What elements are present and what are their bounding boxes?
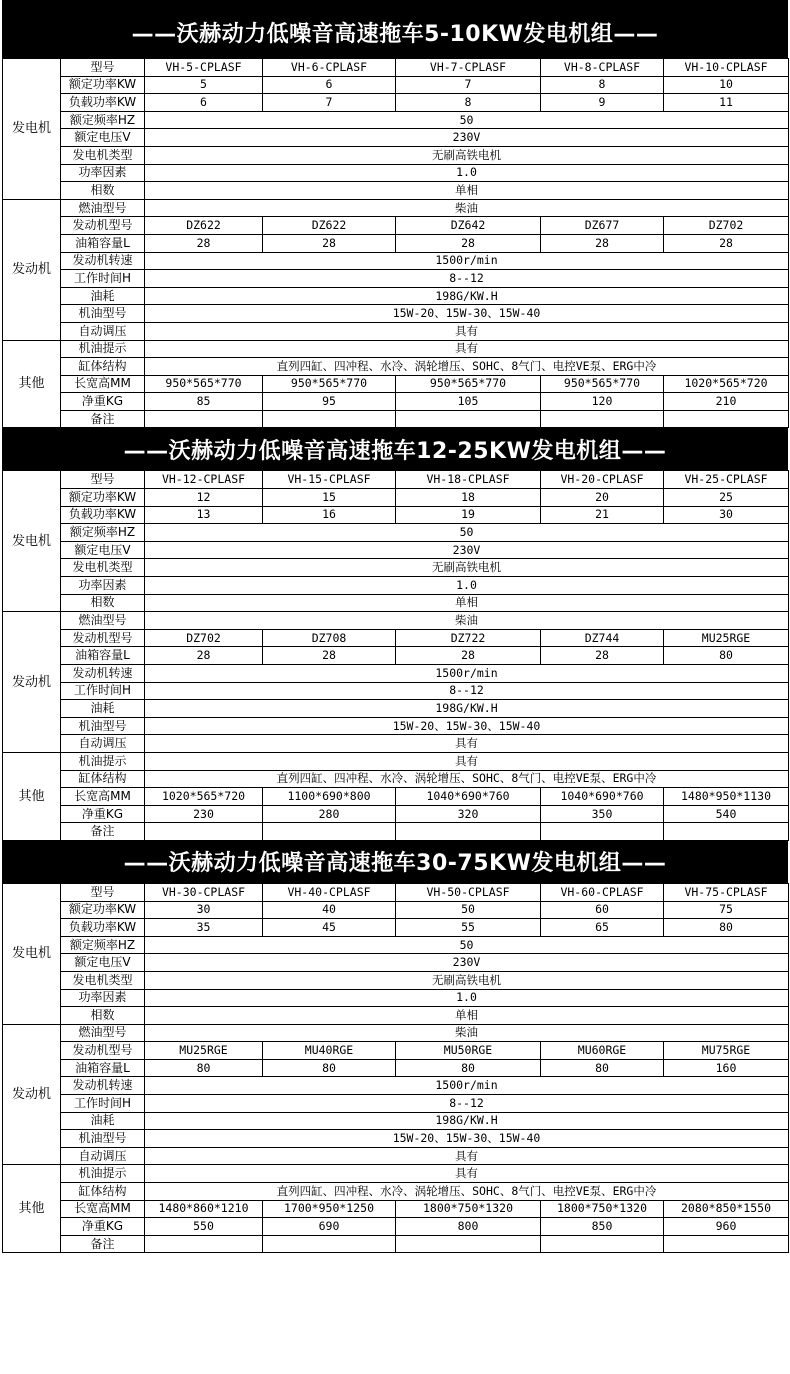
row-label: 长宽高MM bbox=[61, 1200, 145, 1218]
cell: 13 bbox=[145, 506, 263, 524]
cell: 950*565*770 bbox=[396, 375, 541, 393]
cell: 单相 bbox=[145, 1007, 789, 1025]
cell: 21 bbox=[541, 506, 664, 524]
cell: 230V bbox=[145, 129, 789, 147]
row-label: 发动机型号 bbox=[61, 217, 145, 235]
cell: 1020*565*720 bbox=[145, 788, 263, 806]
cell: 8--12 bbox=[145, 1095, 789, 1113]
cell: 210 bbox=[664, 393, 789, 411]
cell: VH-60-CPLASF bbox=[541, 883, 664, 901]
cell: 1.0 bbox=[145, 577, 789, 595]
cell: 28 bbox=[541, 234, 664, 252]
section-title: ——沃赫动力低噪音高速拖车12-25KW发电机组—— bbox=[2, 428, 788, 470]
cell bbox=[145, 1235, 263, 1253]
cell: 50 bbox=[145, 524, 789, 542]
cell: 具有 bbox=[145, 322, 789, 340]
group-label: 发电机 bbox=[3, 471, 61, 612]
row-label: 油耗 bbox=[61, 287, 145, 305]
row-label: 额定电压V bbox=[61, 954, 145, 972]
group-label: 发动机 bbox=[3, 1024, 61, 1165]
cell: 105 bbox=[396, 393, 541, 411]
cell: VH-5-CPLASF bbox=[145, 59, 263, 77]
cell: 单相 bbox=[145, 182, 789, 200]
cell: VH-6-CPLASF bbox=[263, 59, 396, 77]
row-label: 发动机转速 bbox=[61, 252, 145, 270]
row-label: 型号 bbox=[61, 59, 145, 77]
section-title: ——沃赫动力低噪音高速拖车30-75KW发电机组—— bbox=[2, 841, 788, 883]
cell: 320 bbox=[396, 805, 541, 823]
row-label: 发电机类型 bbox=[61, 971, 145, 989]
cell: VH-30-CPLASF bbox=[145, 883, 263, 901]
cell: 具有 bbox=[145, 340, 789, 358]
cell: DZ677 bbox=[541, 217, 664, 235]
cell: VH-12-CPLASF bbox=[145, 471, 263, 489]
row-label: 发电机类型 bbox=[61, 146, 145, 164]
cell: 单相 bbox=[145, 594, 789, 612]
cell: 19 bbox=[396, 506, 541, 524]
cell: 28 bbox=[263, 234, 396, 252]
cell: 具有 bbox=[145, 1165, 789, 1183]
cell: 28 bbox=[263, 647, 396, 665]
cell: 28 bbox=[396, 234, 541, 252]
cell bbox=[664, 823, 789, 841]
row-label: 长宽高MM bbox=[61, 375, 145, 393]
cell: 1800*750*1320 bbox=[541, 1200, 664, 1218]
row-label: 相数 bbox=[61, 182, 145, 200]
cell bbox=[541, 823, 664, 841]
row-label: 功率因素 bbox=[61, 164, 145, 182]
cell: 无刷高铁电机 bbox=[145, 146, 789, 164]
cell: 具有 bbox=[145, 1147, 789, 1165]
row-label: 负载功率KW bbox=[61, 94, 145, 112]
cell: DZ722 bbox=[396, 629, 541, 647]
cell: 2080*850*1550 bbox=[664, 1200, 789, 1218]
cell bbox=[145, 410, 263, 428]
row-label: 发动机型号 bbox=[61, 629, 145, 647]
cell: 15 bbox=[263, 489, 396, 507]
row-label: 发动机型号 bbox=[61, 1042, 145, 1060]
cell bbox=[145, 823, 263, 841]
cell: 具有 bbox=[145, 735, 789, 753]
row-label: 机油提示 bbox=[61, 1165, 145, 1183]
cell: 16 bbox=[263, 506, 396, 524]
row-label: 油箱容量L bbox=[61, 234, 145, 252]
cell: 1800*750*1320 bbox=[396, 1200, 541, 1218]
cell: 5 bbox=[145, 76, 263, 94]
row-label: 型号 bbox=[61, 883, 145, 901]
cell: 28 bbox=[145, 234, 263, 252]
cell: 50 bbox=[396, 901, 541, 919]
row-label: 机油型号 bbox=[61, 305, 145, 323]
cell: 1500r/min bbox=[145, 252, 789, 270]
cell: 9 bbox=[541, 94, 664, 112]
cell bbox=[664, 1235, 789, 1253]
cell: 80 bbox=[664, 919, 789, 937]
cell: 40 bbox=[263, 901, 396, 919]
cell: 1480*950*1130 bbox=[664, 788, 789, 806]
group-label: 发动机 bbox=[3, 199, 61, 340]
cell: 60 bbox=[541, 901, 664, 919]
cell: 75 bbox=[664, 901, 789, 919]
row-label: 机油型号 bbox=[61, 717, 145, 735]
cell: 25 bbox=[664, 489, 789, 507]
cell: 950*565*770 bbox=[263, 375, 396, 393]
cell: DZ708 bbox=[263, 629, 396, 647]
cell: 1.0 bbox=[145, 164, 789, 182]
cell bbox=[396, 823, 541, 841]
row-label: 缸体结构 bbox=[61, 358, 145, 376]
row-label: 工作时间H bbox=[61, 270, 145, 288]
cell: 30 bbox=[664, 506, 789, 524]
row-label: 额定频率HZ bbox=[61, 111, 145, 129]
cell: 7 bbox=[263, 94, 396, 112]
row-label: 备注 bbox=[61, 410, 145, 428]
cell: 28 bbox=[664, 234, 789, 252]
cell: 280 bbox=[263, 805, 396, 823]
cell: VH-50-CPLASF bbox=[396, 883, 541, 901]
cell: 1500r/min bbox=[145, 1077, 789, 1095]
cell: 15W-20、15W-30、15W-40 bbox=[145, 305, 789, 323]
cell: 1020*565*720 bbox=[664, 375, 789, 393]
cell: 1700*950*1250 bbox=[263, 1200, 396, 1218]
cell: MU25RGE bbox=[145, 1042, 263, 1060]
cell: 50 bbox=[145, 111, 789, 129]
row-label: 油箱容量L bbox=[61, 647, 145, 665]
cell: DZ702 bbox=[145, 629, 263, 647]
row-label: 净重KG bbox=[61, 1218, 145, 1236]
cell: 8 bbox=[541, 76, 664, 94]
cell: 80 bbox=[396, 1059, 541, 1077]
cell: VH-8-CPLASF bbox=[541, 59, 664, 77]
row-label: 相数 bbox=[61, 1007, 145, 1025]
row-label: 自动调压 bbox=[61, 735, 145, 753]
cell: 18 bbox=[396, 489, 541, 507]
row-label: 油箱容量L bbox=[61, 1059, 145, 1077]
cell: 800 bbox=[396, 1218, 541, 1236]
row-label: 发电机类型 bbox=[61, 559, 145, 577]
cell: 350 bbox=[541, 805, 664, 823]
cell: 直列四缸、四冲程、水冷、涡轮增压、SOHC、8气门、电控VE泵、ERG中冷 bbox=[145, 770, 789, 788]
row-label: 额定频率HZ bbox=[61, 936, 145, 954]
cell: 30 bbox=[145, 901, 263, 919]
row-label: 净重KG bbox=[61, 805, 145, 823]
cell: 80 bbox=[541, 1059, 664, 1077]
cell: 1480*860*1210 bbox=[145, 1200, 263, 1218]
cell: 直列四缸、四冲程、水冷、涡轮增压、SOHC、8气门、电控VE泵、ERG中冷 bbox=[145, 358, 789, 376]
cell: 柴油 bbox=[145, 612, 789, 630]
row-label: 工作时间H bbox=[61, 1095, 145, 1113]
row-label: 机油提示 bbox=[61, 752, 145, 770]
cell bbox=[263, 823, 396, 841]
cell: DZ622 bbox=[263, 217, 396, 235]
row-label: 机油提示 bbox=[61, 340, 145, 358]
cell bbox=[396, 1235, 541, 1253]
cell: 160 bbox=[664, 1059, 789, 1077]
row-label: 额定功率KW bbox=[61, 76, 145, 94]
cell: DZ622 bbox=[145, 217, 263, 235]
cell: MU40RGE bbox=[263, 1042, 396, 1060]
cell: 230 bbox=[145, 805, 263, 823]
cell: 6 bbox=[263, 76, 396, 94]
row-label: 燃油型号 bbox=[61, 612, 145, 630]
row-label: 机油型号 bbox=[61, 1130, 145, 1148]
cell: 15W-20、15W-30、15W-40 bbox=[145, 717, 789, 735]
cell: 柴油 bbox=[145, 199, 789, 217]
cell: 1.0 bbox=[145, 989, 789, 1007]
group-label: 发电机 bbox=[3, 883, 61, 1024]
cell: 15W-20、15W-30、15W-40 bbox=[145, 1130, 789, 1148]
cell: 1040*690*760 bbox=[396, 788, 541, 806]
row-label: 自动调压 bbox=[61, 1147, 145, 1165]
spec-sheet bbox=[2, 0, 788, 1253]
cell bbox=[263, 410, 396, 428]
cell: 12 bbox=[145, 489, 263, 507]
cell bbox=[541, 410, 664, 428]
cell: 550 bbox=[145, 1218, 263, 1236]
row-label: 备注 bbox=[61, 823, 145, 841]
cell: 690 bbox=[263, 1218, 396, 1236]
cell: VH-7-CPLASF bbox=[396, 59, 541, 77]
cell: 10 bbox=[664, 76, 789, 94]
cell: 540 bbox=[664, 805, 789, 823]
row-label: 型号 bbox=[61, 471, 145, 489]
spec-table bbox=[2, 58, 789, 428]
row-label: 油耗 bbox=[61, 700, 145, 718]
cell: VH-25-CPLASF bbox=[664, 471, 789, 489]
row-label: 发动机转速 bbox=[61, 665, 145, 683]
cell: 柴油 bbox=[145, 1024, 789, 1042]
cell: 198G/KW.H bbox=[145, 287, 789, 305]
row-label: 燃油型号 bbox=[61, 199, 145, 217]
group-label: 其他 bbox=[3, 1165, 61, 1253]
section-title: ——沃赫动力低噪音高速拖车5-10KW发电机组—— bbox=[2, 0, 788, 58]
cell: VH-10-CPLASF bbox=[664, 59, 789, 77]
cell: DZ744 bbox=[541, 629, 664, 647]
row-label: 额定功率KW bbox=[61, 901, 145, 919]
row-label: 功率因素 bbox=[61, 577, 145, 595]
cell bbox=[263, 1235, 396, 1253]
cell bbox=[664, 410, 789, 428]
cell: 11 bbox=[664, 94, 789, 112]
cell: MU75RGE bbox=[664, 1042, 789, 1060]
row-label: 长宽高MM bbox=[61, 788, 145, 806]
cell: 7 bbox=[396, 76, 541, 94]
cell: 80 bbox=[145, 1059, 263, 1077]
cell: 具有 bbox=[145, 752, 789, 770]
row-label: 自动调压 bbox=[61, 322, 145, 340]
cell: 6 bbox=[145, 94, 263, 112]
row-label: 功率因素 bbox=[61, 989, 145, 1007]
cell: 50 bbox=[145, 936, 789, 954]
cell: VH-75-CPLASF bbox=[664, 883, 789, 901]
cell: 198G/KW.H bbox=[145, 1112, 789, 1130]
cell: MU50RGE bbox=[396, 1042, 541, 1060]
cell: VH-20-CPLASF bbox=[541, 471, 664, 489]
cell: 65 bbox=[541, 919, 664, 937]
group-label: 发动机 bbox=[3, 612, 61, 753]
cell: MU25RGE bbox=[664, 629, 789, 647]
cell: DZ702 bbox=[664, 217, 789, 235]
cell: 80 bbox=[664, 647, 789, 665]
spec-table bbox=[2, 883, 789, 1253]
row-label: 油耗 bbox=[61, 1112, 145, 1130]
cell: 28 bbox=[145, 647, 263, 665]
cell: 28 bbox=[396, 647, 541, 665]
row-label: 额定电压V bbox=[61, 541, 145, 559]
cell: 960 bbox=[664, 1218, 789, 1236]
row-label: 缸体结构 bbox=[61, 1183, 145, 1201]
cell: 80 bbox=[263, 1059, 396, 1077]
row-label: 额定频率HZ bbox=[61, 524, 145, 542]
cell: 1500r/min bbox=[145, 665, 789, 683]
cell: 1040*690*760 bbox=[541, 788, 664, 806]
cell: DZ642 bbox=[396, 217, 541, 235]
cell: 28 bbox=[541, 647, 664, 665]
cell: 无刷高铁电机 bbox=[145, 971, 789, 989]
cell: 直列四缸、四冲程、水冷、涡轮增压、SOHC、8气门、电控VE泵、ERG中冷 bbox=[145, 1183, 789, 1201]
cell: 8--12 bbox=[145, 682, 789, 700]
row-label: 额定功率KW bbox=[61, 489, 145, 507]
row-label: 额定电压V bbox=[61, 129, 145, 147]
cell: 85 bbox=[145, 393, 263, 411]
row-label: 备注 bbox=[61, 1235, 145, 1253]
cell: 95 bbox=[263, 393, 396, 411]
row-label: 工作时间H bbox=[61, 682, 145, 700]
group-label: 发电机 bbox=[3, 59, 61, 200]
cell: 950*565*770 bbox=[145, 375, 263, 393]
cell: 无刷高铁电机 bbox=[145, 559, 789, 577]
cell: VH-15-CPLASF bbox=[263, 471, 396, 489]
cell: 950*565*770 bbox=[541, 375, 664, 393]
row-label: 相数 bbox=[61, 594, 145, 612]
cell: 230V bbox=[145, 954, 789, 972]
row-label: 缸体结构 bbox=[61, 770, 145, 788]
row-label: 负载功率KW bbox=[61, 506, 145, 524]
cell: 20 bbox=[541, 489, 664, 507]
cell: 230V bbox=[145, 541, 789, 559]
cell: 8 bbox=[396, 94, 541, 112]
cell: VH-18-CPLASF bbox=[396, 471, 541, 489]
cell: 8--12 bbox=[145, 270, 789, 288]
cell: 850 bbox=[541, 1218, 664, 1236]
cell: 1100*690*800 bbox=[263, 788, 396, 806]
group-label: 其他 bbox=[3, 340, 61, 428]
row-label: 发动机转速 bbox=[61, 1077, 145, 1095]
cell: VH-40-CPLASF bbox=[263, 883, 396, 901]
cell: 55 bbox=[396, 919, 541, 937]
cell: 35 bbox=[145, 919, 263, 937]
cell bbox=[541, 1235, 664, 1253]
row-label: 净重KG bbox=[61, 393, 145, 411]
cell bbox=[396, 410, 541, 428]
row-label: 燃油型号 bbox=[61, 1024, 145, 1042]
spec-table bbox=[2, 470, 789, 840]
cell: MU60RGE bbox=[541, 1042, 664, 1060]
cell: 45 bbox=[263, 919, 396, 937]
cell: 198G/KW.H bbox=[145, 700, 789, 718]
row-label: 负载功率KW bbox=[61, 919, 145, 937]
group-label: 其他 bbox=[3, 752, 61, 840]
cell: 120 bbox=[541, 393, 664, 411]
